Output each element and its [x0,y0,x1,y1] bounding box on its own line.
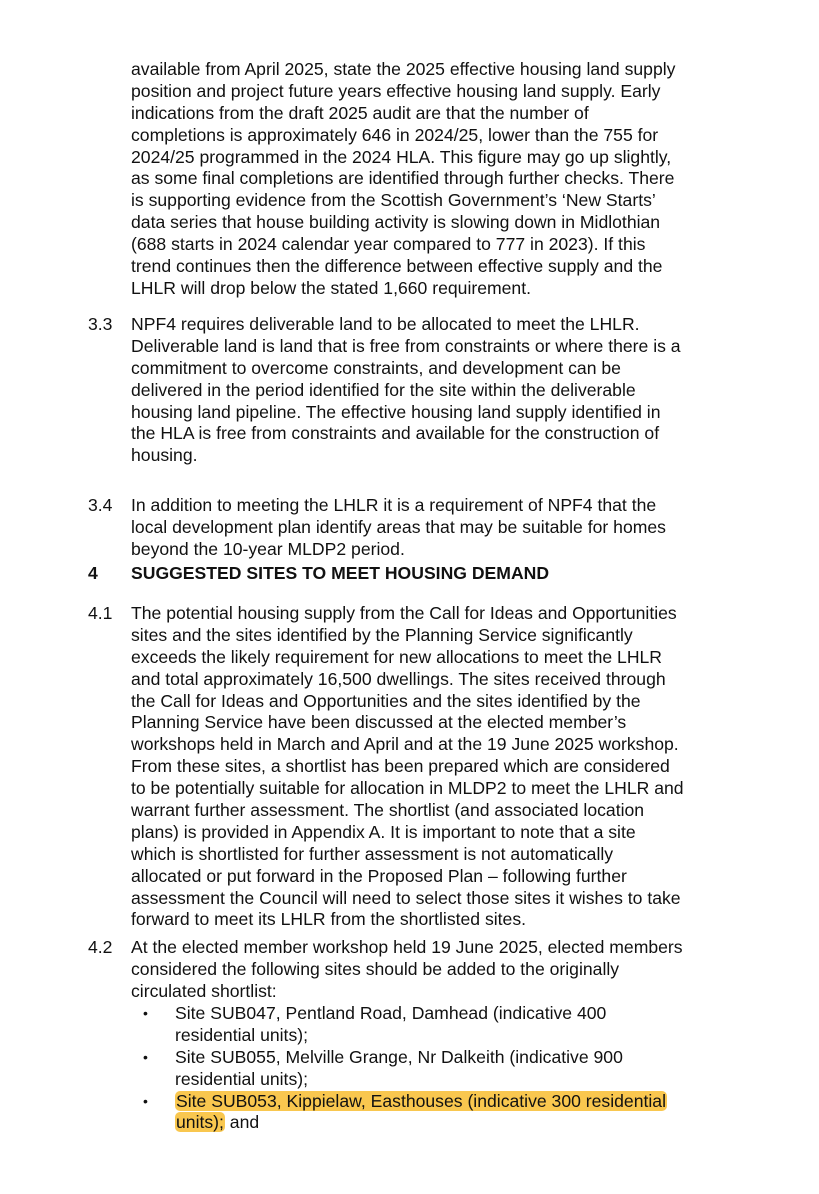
text-line: workshops held in March and April and at the 19 June 2025 workshop. [131,734,679,755]
text-line: as some final completions are identified through further checks. There [131,168,675,189]
paragraph-number: 3.3 [88,314,113,334]
text-line: is supporting evidence from the Scottish Government’s ‘New Starts’ [131,190,656,211]
paragraph-3-4 [0,495,819,561]
text-line: sites and the sites identified by the Planning Service significantly [131,624,633,645]
text-line: beyond the 10-year MLDP2 period. [131,538,405,559]
text-line: circulated shortlist: [131,980,277,1001]
list-item-text: residential units); [175,1024,308,1045]
text-line: completions is approximately 646 in 2024/25, lower than the 755 for [131,124,659,145]
list-item [0,1003,819,1047]
highlighted-text: units); [176,1112,224,1133]
paragraph-4-1 [0,603,819,931]
text-line: which is shortlisted for further assessment is not automatically [131,843,614,864]
text-line: the HLA is free from constraints and available for the construction of [131,423,660,444]
highlighted-text: Site SUB053, Kippielaw, Easthouses (indicative 300 residential [176,1090,666,1111]
bullet-icon: • [143,1092,148,1109]
text-line: housing. [131,445,198,466]
bullet-icon: • [143,1048,148,1065]
text-line: commitment to overcome constraints, and development can be [131,357,621,378]
paragraph-4-2 [0,937,819,1003]
text-line: plans) is provided in Appendix A. It is important to note that a site [131,821,636,842]
list-item-text: Site SUB047, Pentland Road, Damhead (indicative 400 [175,1003,607,1023]
list-item-text: residential units); [175,1068,308,1089]
text-line: LHLR will drop below the stated 1,660 requirement. [131,277,531,298]
text-line: forward to meet its LHLR from the shortlisted sites. [131,909,527,930]
bullet-icon: • [143,1005,148,1021]
list-item-text: and [224,1112,260,1133]
text-line: the Call for Ideas and Opportunities and the sites identified by the [131,690,641,711]
text-line: delivered in the period identified for the site within the deliverable [131,379,636,400]
text-line: data series that house building activity is slowing down in Midlothian [131,212,661,233]
text-line: Planning Service have been discussed at the elected member’s [131,712,627,733]
text-line: NPF4 requires deliverable land to be allocated to meet the LHLR. [131,314,640,334]
list-item [0,1047,819,1091]
paragraph-number: 4.2 [88,937,113,957]
paragraph-3-3 [0,314,819,467]
text-line: and total approximately 16,500 dwellings. The sites received through [131,668,666,689]
text-line: local development plan identify areas that may be suitable for homes [131,516,666,537]
text-line: From these sites, a shortlist has been prepared which are considered [131,756,670,777]
text-line: Deliverable land is land that is free from constraints or where there is a [131,335,681,356]
section-title: SUGGESTED SITES TO MEET HOUSING DEMAND [131,563,550,583]
section-number: 4 [88,563,98,583]
text-line: In addition to meeting the LHLR it is a requirement of NPF4 that the [131,495,657,515]
section-heading [0,563,819,585]
text-line: 2024/25 programmed in the 2024 HLA. This figure may go up slightly, [131,146,672,167]
site-bullet-list [0,1003,819,1134]
text-line: available from April 2025, state the 2025 effective housing land supply [131,59,676,79]
paragraph-number: 3.4 [88,495,113,515]
text-line: trend continues then the difference between effective supply and the [131,256,663,277]
paragraph-number: 4.1 [88,603,113,623]
text-line: At the elected member workshop held 19 June 2025, elected members [131,937,683,957]
text-line: assessment the Council will need to select those sites it wishes to take [131,887,681,908]
text-line: position and project future years effective housing land supply. Early [131,80,661,101]
text-line: considered the following sites should be added to the originally [131,958,620,979]
text-line: indications from the draft 2025 audit are that the number of [131,102,589,123]
list-item-highlighted [0,1091,819,1135]
text-line: housing land pipeline. The effective housing land supply identified in [131,401,661,422]
text-line: allocated or put forward in the Proposed Plan – following further [131,865,627,886]
text-line: to be potentially suitable for allocation in MLDP2 to meet the LHLR and [131,778,684,799]
text-line: warrant further assessment. The shortlist (and associated location [131,800,645,821]
list-item-text: Site SUB055, Melville Grange, Nr Dalkeith (indicative 900 [175,1046,623,1067]
text-line: (688 starts in 2024 calendar year compared to 777 in 2023). If this [131,234,646,255]
paragraph-3-2-continued [0,59,819,300]
text-line: The potential housing supply from the Call for Ideas and Opportunities [131,603,677,623]
text-line: exceeds the likely requirement for new allocations to meet the LHLR [131,646,663,667]
